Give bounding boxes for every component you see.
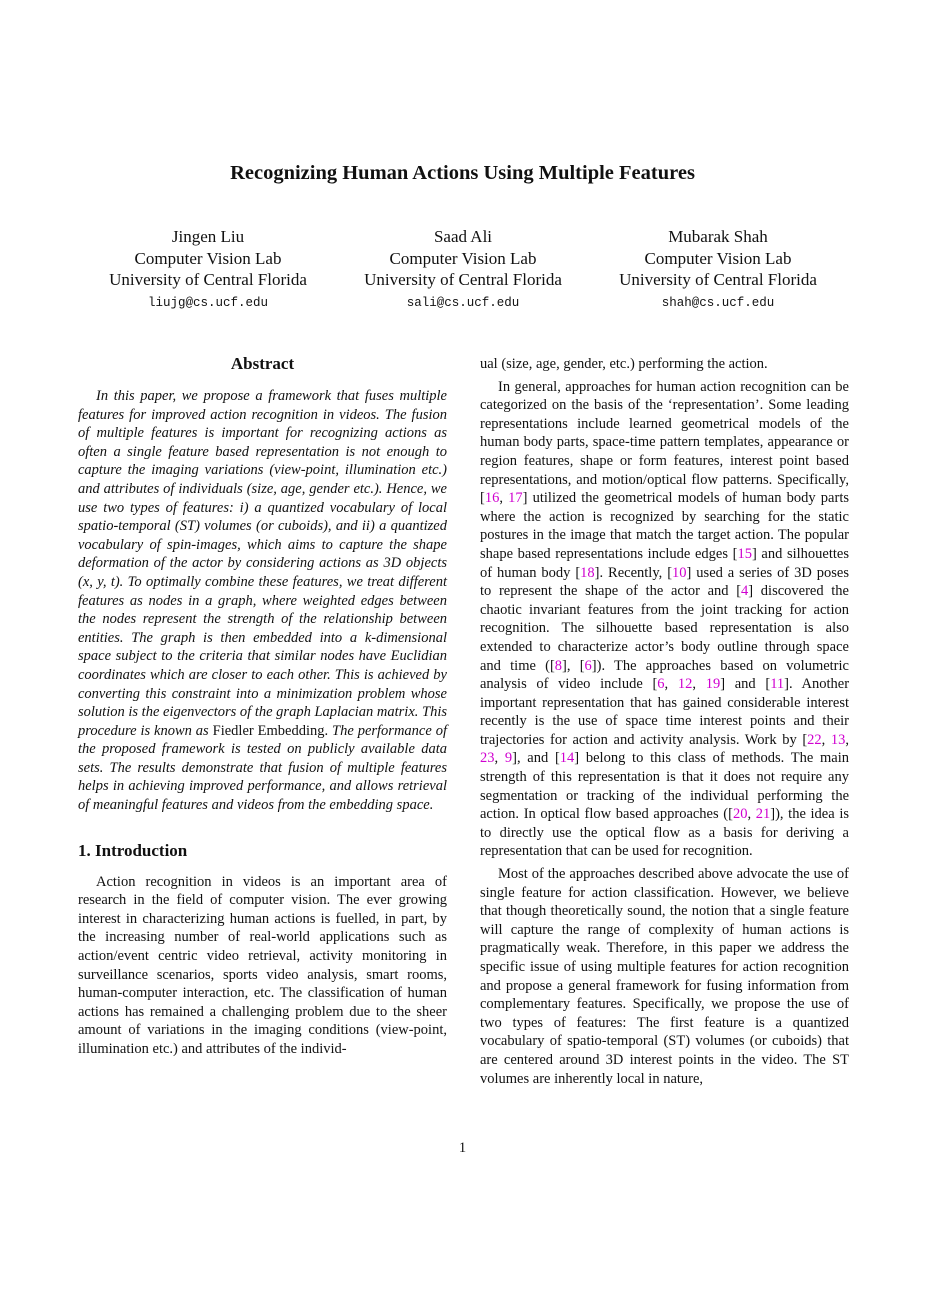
abstract-body: [78, 387, 447, 815]
citation-link[interactable]: 20: [732, 806, 748, 823]
citation-link[interactable]: 19: [705, 676, 721, 693]
abstract-text-b: The performance of the proposed framework is tested on publicly available data sets. The results demonstrate that fusion of multiple features helps in achieving improved performance, and allows retrieval of meaningful features and videos from the embedding space.: [78, 722, 447, 814]
author-name: Mubarak Shah: [668, 227, 768, 246]
author-block-2: [333, 226, 593, 312]
intro-paragraph-1: Action recognition in videos is an important area of research in the field of computer vision. The ever growing interest in characterizing human actions is fuelled, in part, by the increasing number of real-world applications such as action/event centric video retrieval, activity monitoring in surveillance scenarios, sports video analysis, smart rooms, human-computer interaction, etc. The classification of human actions has remained a challenging problem due to the sheer amount of variations in the imaging conditions (view-point, illumination etc.) and attributes of the individ-: [78, 873, 447, 1057]
para-text: ,: [821, 731, 831, 748]
citation-link[interactable]: 23: [480, 750, 495, 767]
citation-link[interactable]: 10: [672, 564, 687, 581]
para-text: ] and [: [720, 676, 771, 693]
intro-paragraph-3: Most of the approaches described above advocate the use of single feature for action classification. However, we believe that though theoretically sound, the notion that a single feature will capture the range of complexity of human actions is pragmatically weak. Therefore, in this paper we address the specific issue of using multiple features for action recognition and propose a general framework for fusing information from complementary features. Specifically, we propose the use of two types of features: The first feature is a quantized vocabulary of spatio-temporal (ST) volumes (or cuboids) that are centered around 3D interest points in the video. The ST volumes are inherently local in nature,: [480, 866, 849, 1087]
citation-link[interactable]: 6: [584, 657, 592, 674]
citation-link[interactable]: 6: [657, 676, 665, 693]
citation-link[interactable]: 22: [807, 731, 822, 748]
abstract-term: Fiedler Embedding.: [212, 722, 329, 739]
para-text: ]. Recently, [: [594, 564, 673, 581]
citation-link[interactable]: 17: [508, 490, 523, 507]
para-text: In general, approaches for human action recognition can be categorized on the basis of the ‘representation’. Some leading representations include learned geometrical models of the human body parts, space-time pattern templates, appearance or region features, shape or form features, interest point based representations, and motion/optical flow patterns. Specifically, [: [480, 378, 849, 507]
para-text: ], [: [562, 657, 585, 674]
citation-link[interactable]: 15: [737, 545, 752, 562]
citation-link[interactable]: 16: [484, 490, 500, 507]
para-text: ] used a series of 3D poses to represent the shape of the actor and [: [480, 564, 849, 600]
para-text: ] belong to this class of methods. The main strength of this representation is that it does not require any segmentation or tracking of the individual performing the action. In optical flow based approaches ([: [480, 750, 849, 823]
citation-link[interactable]: 4: [741, 583, 749, 600]
abstract-text-a: In this paper, we propose a framework that fuses multiple features for improved action recognition in videos. The fusion of multiple features is important for recognizing actions as often a single feature based representation is not enough to capture the imaging variations (view-point, illumination etc.) and attributes of individuals (size, age, gender etc.). Hence, we use two types of features: i) a quantized vocabulary of local spatio-temporal (ST) volumes (or cuboids), and ii) a quantized vocabulary of spin-images, which aims to capture the shape deformation of the actor by considering actions as 3D objects (x, y, t). To optimally combine these features, we treat different features as nodes in a graph, where weighted edges between the nodes represent the strength of the relationship between entities. The graph is then embedded into a k-dimensional space subject to the criteria that similar nodes have Euclidian coordinates which are closer to each other. This is achieved by converting this constraint into a minimization problem whose solution is the eigenvectors of the graph Laplacian matrix. This procedure is known as: [78, 388, 447, 739]
author-university: University of Central Florida: [109, 270, 307, 289]
citation-link[interactable]: 21: [755, 806, 771, 823]
citation-link[interactable]: 18: [580, 564, 595, 581]
left-column: [78, 354, 447, 1059]
author-university: University of Central Florida: [364, 270, 562, 289]
author-name: Saad Ali: [433, 227, 493, 246]
paper-title: Recognizing Human Actions Using Multiple Features: [230, 162, 695, 184]
author-lab: Computer Vision Lab: [389, 248, 537, 268]
para-text: ] and silhouettes of human body [: [480, 545, 849, 581]
para-text: ], and [: [512, 750, 560, 767]
intro-paragraph-2: [480, 378, 849, 861]
author-email[interactable]: shah@cs.ucf.edu: [661, 295, 775, 310]
author-lab: Computer Vision Lab: [644, 248, 792, 268]
citation-link[interactable]: 13: [830, 731, 846, 748]
author-block-3: [588, 226, 848, 312]
author-university: University of Central Florida: [619, 270, 817, 289]
citation-link[interactable]: 11: [770, 676, 785, 693]
citation-link[interactable]: 14: [559, 750, 575, 767]
author-name: Jingen Liu: [171, 227, 245, 246]
para-text: ] utilized the geometrical models of human body parts where the action is recognized by searching for the static postures in the image that match the target action. The popular shape based representations include edges [: [480, 490, 849, 562]
citation-link[interactable]: 8: [554, 657, 563, 674]
para-text: ,: [747, 806, 756, 823]
intro-paragraph-1-continued: ual (size, age, gender, etc.) performing the action.: [480, 356, 768, 372]
right-column: [480, 355, 849, 1088]
para-text: ]), the idea is to directly use the optical flow as a basis for deriving a representation that can be used for recognition.: [480, 806, 849, 860]
para-text: ,: [494, 750, 505, 767]
para-text: ,: [499, 490, 509, 507]
para-text: ]). The approaches based on volumetric analysis of video include [: [480, 657, 849, 693]
citation-link[interactable]: 9: [504, 750, 513, 767]
page-number: 1: [458, 1140, 467, 1156]
para-text: ] discovered the chaotic invariant features from the joint tracking for action recognition. The silhouette based representation is also extended to characterize actor’s body outline through space and time ([: [480, 583, 849, 674]
para-text: ,: [692, 676, 706, 693]
author-block-1: [78, 226, 338, 312]
intro-heading: 1. Introduction: [78, 840, 188, 860]
author-email[interactable]: sali@cs.ucf.edu: [406, 295, 520, 310]
author-email[interactable]: liujg@cs.ucf.edu: [147, 295, 269, 310]
para-text: ]. Another important representation that has gained considerable interest recently is the use of space time interest points and their trajectories for action and activity analysis. Work by [: [480, 676, 850, 748]
para-text: ,: [845, 731, 849, 748]
para-text: ,: [664, 676, 678, 693]
author-lab: Computer Vision Lab: [134, 248, 282, 268]
citation-link[interactable]: 12: [677, 676, 693, 693]
abstract-heading: Abstract: [230, 354, 295, 373]
